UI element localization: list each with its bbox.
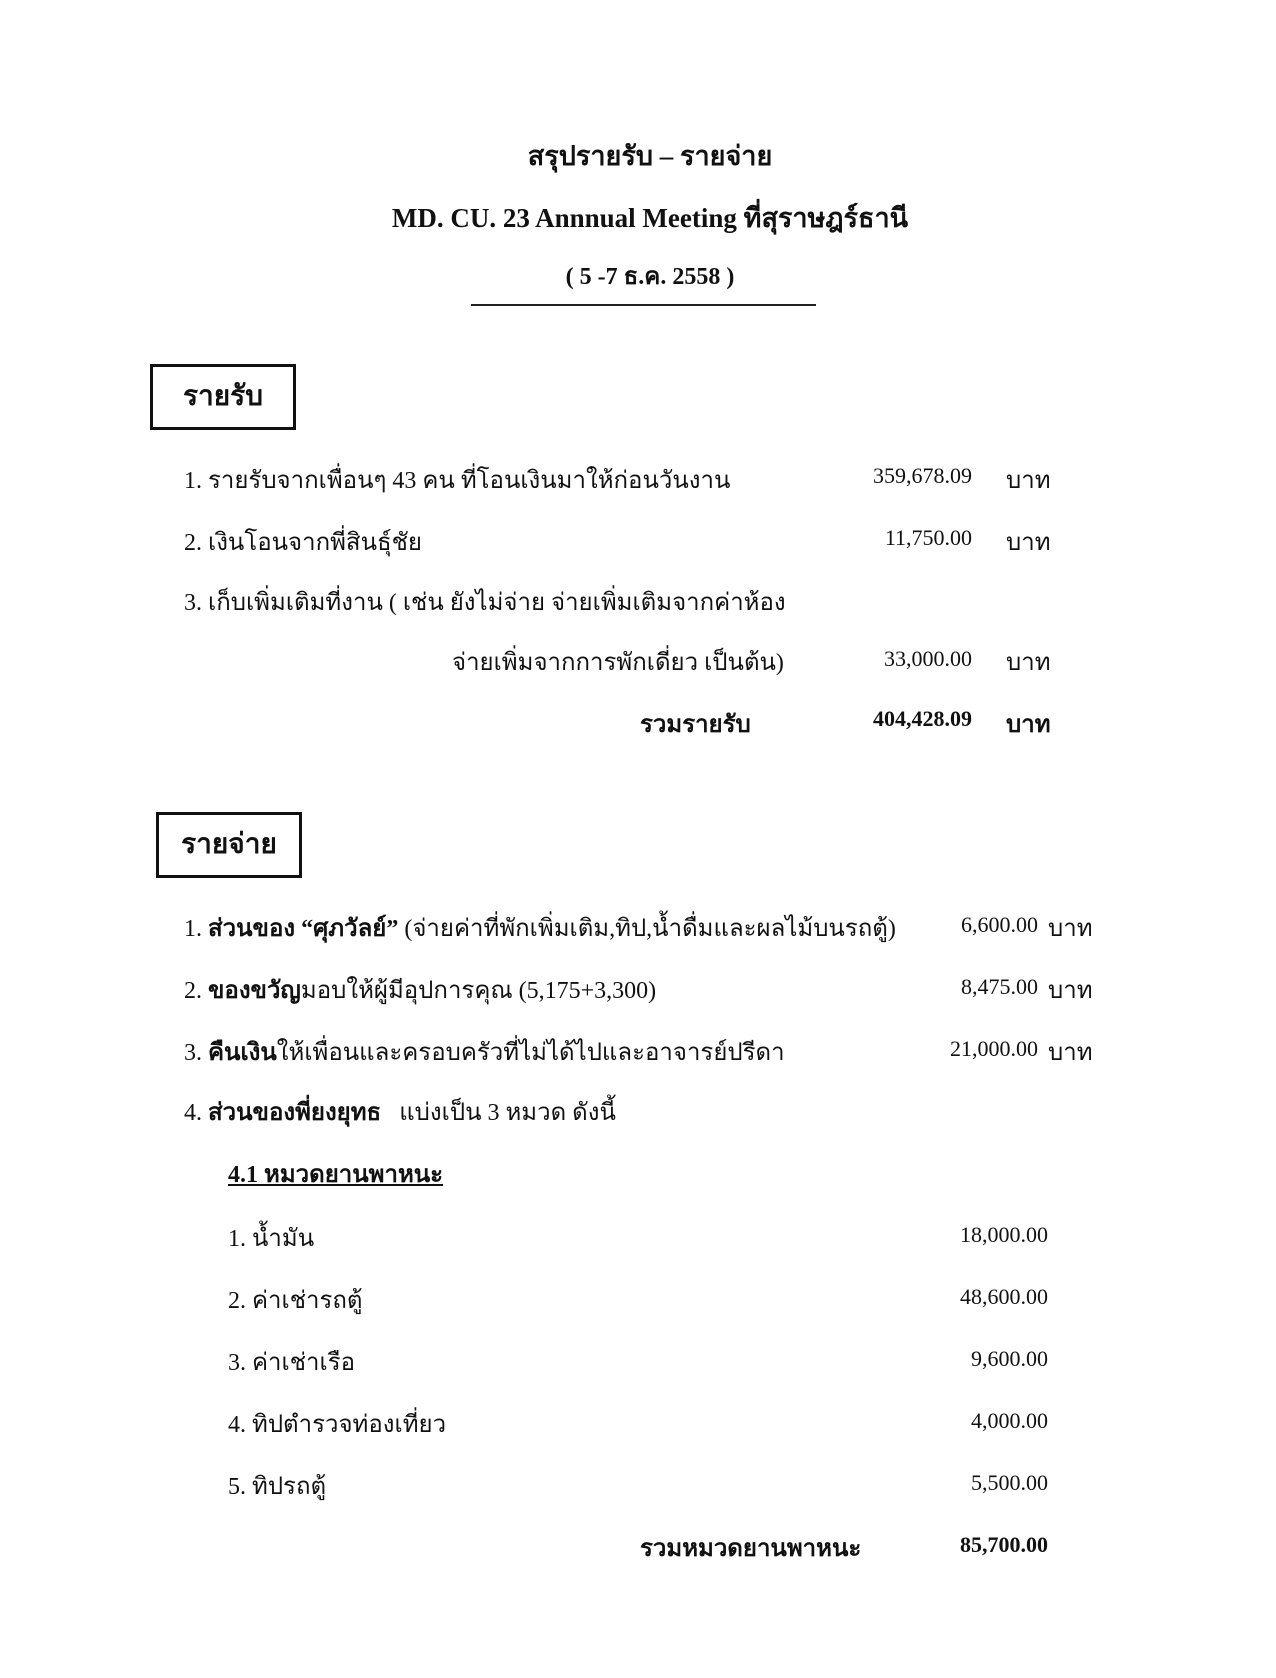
vehicle-total-label: รวมหมวดยานพาหนะ xyxy=(640,1536,862,1562)
expense-item-2-amount: 8,475.00 xyxy=(961,974,1038,999)
expense-heading: รายจ่าย xyxy=(181,829,277,860)
income-total-label: รวมรายรับ xyxy=(640,712,751,738)
expense-item-2 xyxy=(184,970,656,1009)
expense-item-4 xyxy=(184,1092,616,1131)
vehicle-item-5: 5. ทิปรถตู้ xyxy=(228,1474,327,1500)
income-item-2-amount: 11,750.00 xyxy=(884,525,972,550)
income-heading: รายรับ xyxy=(183,381,263,412)
income-total-unit: บาท xyxy=(1006,712,1051,738)
expense-item-4-rest: แบ่งเป็น 3 หมวด ดังนี้ xyxy=(381,1100,616,1126)
expense-item-2-bold: ของขวัญ xyxy=(208,978,301,1004)
income-item-2-unit: บาท xyxy=(1006,530,1051,556)
expense-heading-box xyxy=(156,812,302,878)
expense-item-2-rest: มอบให้ผู้มีอุปการคุณ (5,175+3,300) xyxy=(300,978,657,1004)
income-item-1-amount: 359,678.09 xyxy=(873,463,972,488)
expense-item-3-rest: ให้เพื่อนและครอบครัวที่ไม่ได้ไปและอาจารย์ปรีดา xyxy=(276,1040,785,1066)
vehicle-item-4-amount: 4,000.00 xyxy=(971,1408,1048,1433)
income-item-3-unit: บาท xyxy=(1006,650,1051,676)
income-item-3-continuation: จ่ายเพิ่มจากการพักเดี่ยว เป็นต้น) xyxy=(452,650,784,676)
expense-item-4-bold: ส่วนของพี่ยงยุทธ xyxy=(208,1100,382,1126)
expense-item-2-number: 2. xyxy=(184,978,202,1004)
expense-item-1-rest: (จ่ายค่าที่พักเพิ่มเติม,ทิป,น้ำดื่มและผลไม้บนรถตู้) xyxy=(398,916,896,942)
income-total-amount: 404,428.09 xyxy=(873,706,972,731)
vehicle-item-3: 3. ค่าเช่าเรือ xyxy=(228,1350,356,1376)
expense-item-3-bold: คืนเงิน xyxy=(208,1040,277,1066)
expense-item-2-unit: บาท xyxy=(1048,978,1093,1004)
expense-item-1-amount: 6,600.00 xyxy=(961,912,1038,937)
vehicle-item-2-amount: 48,600.00 xyxy=(960,1284,1048,1309)
vehicle-item-1-amount: 18,000.00 xyxy=(960,1222,1048,1247)
income-item-1: 1. รายรับจากเพื่อนๆ 43 คน ที่โอนเงินมาให้ก่อนวันงาน xyxy=(184,468,731,494)
vehicle-item-3-amount: 9,600.00 xyxy=(971,1346,1048,1371)
expense-item-3-amount: 21,000.00 xyxy=(950,1036,1038,1061)
document-title: สรุปรายรับ – รายจ่าย xyxy=(527,141,773,171)
income-item-1-unit: บาท xyxy=(1006,468,1051,494)
vehicle-category-heading: 4.1 หมวดยานพาหนะ xyxy=(228,1162,444,1188)
expense-item-4-number: 4. xyxy=(184,1100,202,1126)
income-heading-box xyxy=(150,364,296,430)
vehicle-item-4: 4. ทิปตำรวจท่องเที่ยว xyxy=(228,1412,447,1438)
vehicle-item-2: 2. ค่าเช่ารถตู้ xyxy=(228,1288,363,1314)
expense-item-1-unit: บาท xyxy=(1048,916,1093,942)
vehicle-total-amount: 85,700.00 xyxy=(960,1532,1048,1557)
document-date: ( 5 -7 ธ.ค. 2558 ) xyxy=(565,264,735,290)
expense-item-1 xyxy=(184,908,896,947)
expense-item-1-bold: ส่วนของ “ศุภวัลย์” xyxy=(208,916,399,942)
expense-item-3-unit: บาท xyxy=(1048,1040,1093,1066)
document-subtitle: MD. CU. 23 Annnual Meeting ที่สุราษฎร์ธานี xyxy=(391,203,909,233)
income-item-3-amount: 33,000.00 xyxy=(884,646,972,671)
vehicle-item-5-amount: 5,500.00 xyxy=(971,1470,1048,1495)
expense-item-1-number: 1. xyxy=(184,916,202,942)
header-divider xyxy=(471,304,816,306)
expense-item-3-number: 3. xyxy=(184,1040,202,1066)
expense-item-3 xyxy=(184,1032,785,1071)
income-item-3: 3. เก็บเพิ่มเติมที่งาน ( เช่น ยังไม่จ่าย จ่ายเพิ่มเติมจากค่าห้อง xyxy=(184,590,786,616)
vehicle-item-1: 1. น้ำมัน xyxy=(228,1226,315,1252)
income-item-2: 2. เงินโอนจากพี่สินธุ์ชัย xyxy=(184,530,422,556)
